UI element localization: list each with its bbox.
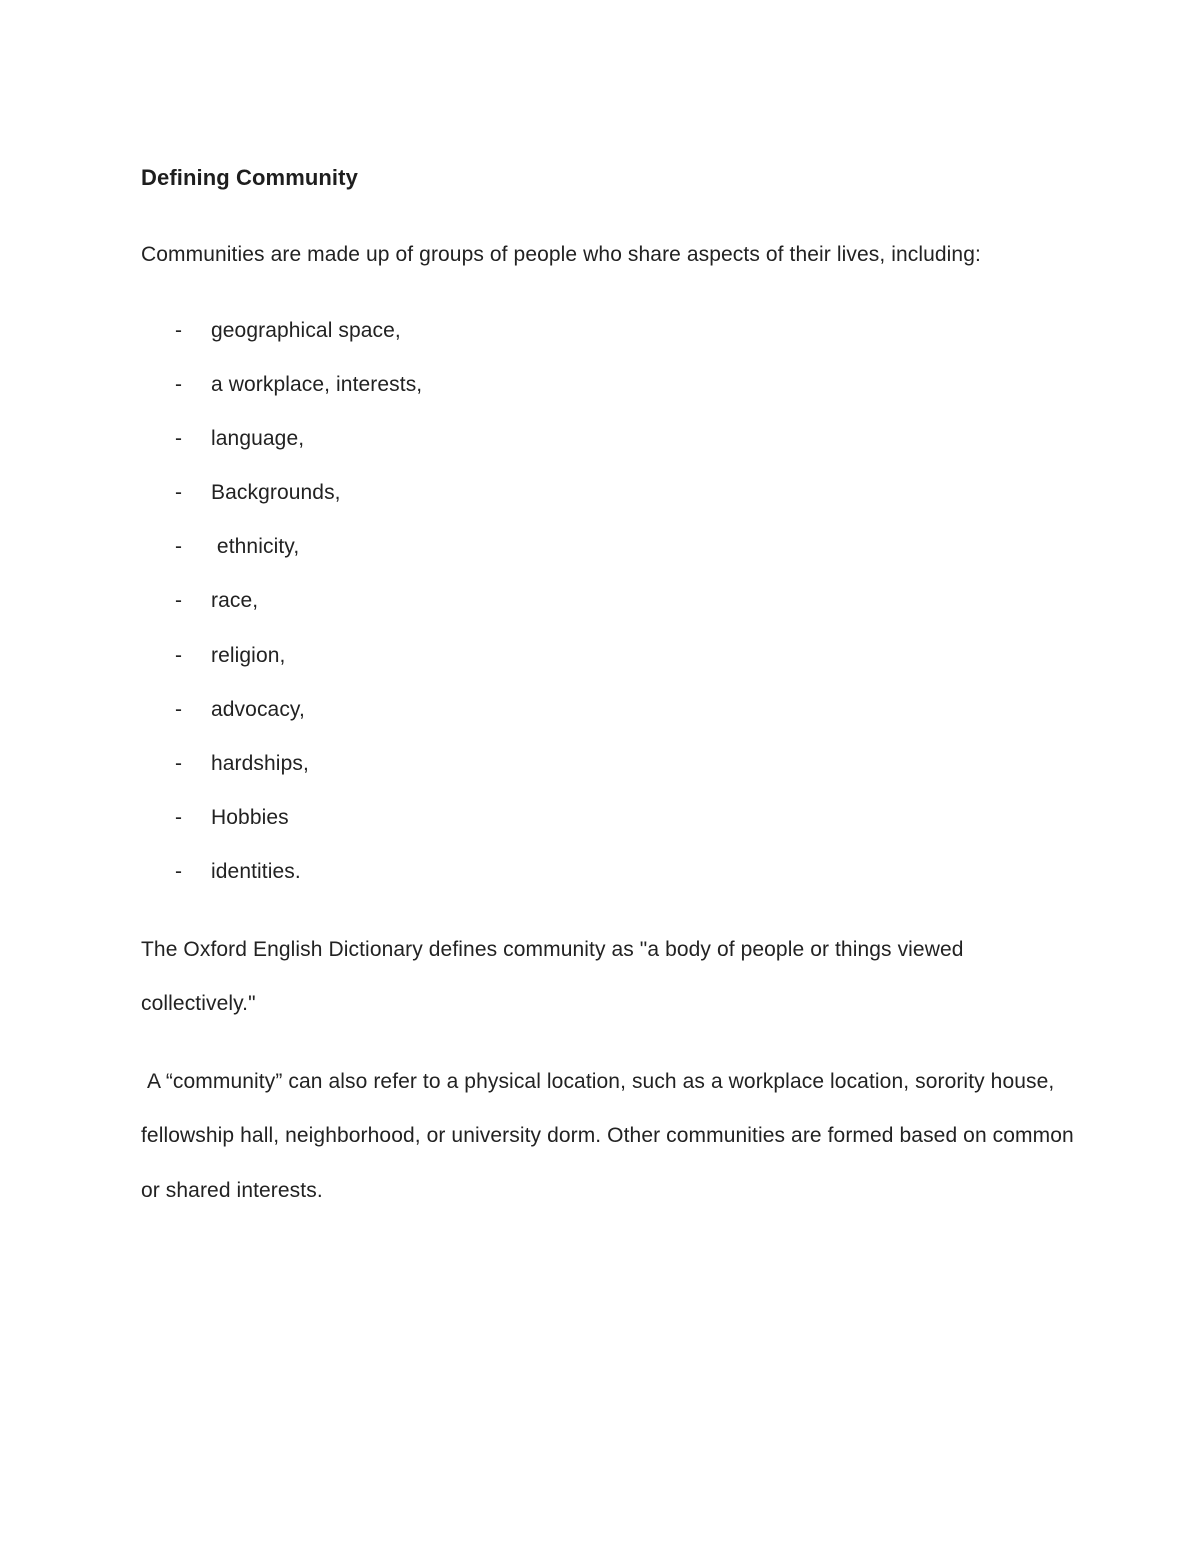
list-dash: - xyxy=(175,752,183,775)
aspects-list xyxy=(141,304,1081,900)
list-dash: - xyxy=(175,806,183,830)
list-item xyxy=(141,683,1081,737)
document-title: Defining Community xyxy=(141,165,358,190)
list-item xyxy=(141,629,1081,683)
physical-location-paragraph: A “community” can also refer to a physical location, such as a workplace location, sorority house, fellowship hall, neighborhood, or university dorm. Other communities are formed based on common or shared interests. xyxy=(141,1069,1080,1202)
list-item-text: language, xyxy=(211,426,305,450)
list-item-text: religion, xyxy=(211,643,286,667)
list-dash: - xyxy=(175,426,183,450)
list-item-text: identities. xyxy=(211,860,301,884)
oxford-definition-paragraph: The Oxford English Dictionary defines community as "a body of people or things viewed collectively." xyxy=(141,937,964,1016)
list-dash: - xyxy=(175,318,183,342)
list-item-text: Hobbies xyxy=(211,806,289,830)
list-dash: - xyxy=(175,372,183,396)
list-item xyxy=(141,358,1081,412)
list-item xyxy=(141,466,1081,520)
list-item-text: geographical space, xyxy=(211,318,401,342)
list-dash: - xyxy=(175,697,183,721)
list-dash: - xyxy=(175,535,183,559)
list-item-text: advocacy, xyxy=(211,697,305,721)
list-dash: - xyxy=(175,481,183,505)
list-item xyxy=(141,791,1081,845)
list-item-text: ethnicity, xyxy=(211,535,300,559)
list-dash: - xyxy=(175,589,183,613)
list-item-text: race, xyxy=(211,589,259,613)
list-dash: - xyxy=(175,643,183,667)
intro-paragraph: Communities are made up of groups of people who share aspects of their lives, including: xyxy=(141,243,981,266)
list-item-text: Backgrounds, xyxy=(211,481,341,505)
list-item xyxy=(141,412,1081,466)
list-dash: - xyxy=(175,860,183,884)
list-item xyxy=(141,520,1081,574)
document-body xyxy=(141,163,1081,1218)
list-item-text: a workplace, interests, xyxy=(211,372,423,396)
list-item xyxy=(141,737,1081,791)
list-item xyxy=(141,574,1081,628)
list-item-text: hardships, xyxy=(211,752,309,775)
list-item xyxy=(141,845,1081,899)
list-item xyxy=(141,304,1081,358)
